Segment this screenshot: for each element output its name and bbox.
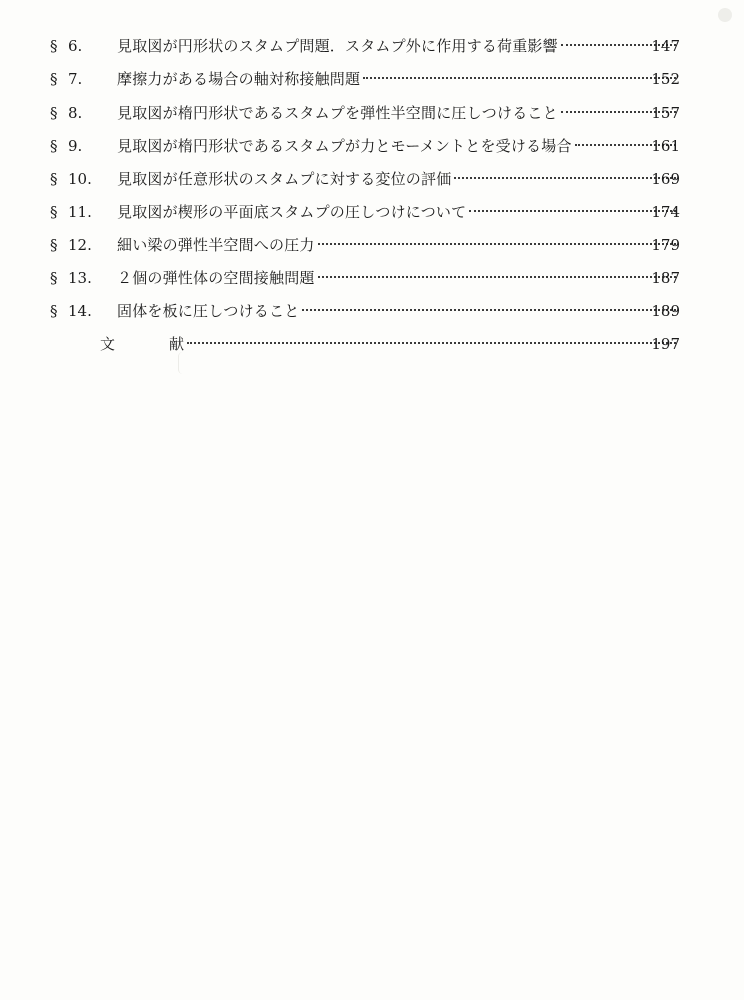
page-number: 179 — [651, 236, 680, 254]
page-number: 187 — [651, 269, 680, 287]
entry-title-wrap — [117, 30, 680, 62]
entry-title-wrap — [117, 163, 680, 195]
section-mark: § — [50, 104, 58, 122]
entry-title-wrap — [117, 130, 680, 162]
references-label-first: 文 — [100, 335, 116, 353]
section-number: 13. — [68, 269, 92, 287]
section-number: 6. — [68, 37, 83, 55]
section-number: 10. — [68, 170, 92, 188]
toc-entry-9[interactable] — [0, 130, 744, 162]
dot-leader — [187, 341, 676, 344]
entry-title-wrap — [117, 97, 680, 129]
page-number: 161 — [651, 137, 680, 155]
section-title: 摩擦力がある場合の軸対称接触問題 — [117, 70, 361, 88]
toc-entry-7[interactable] — [0, 63, 744, 95]
section-mark: § — [50, 236, 58, 254]
entry-title-wrap — [117, 262, 680, 294]
section-title: 見取図が円形状のスタムプ問題．スタムプ外に作用する荷重影響 — [117, 37, 558, 55]
section-number: 7. — [68, 70, 83, 88]
page-number: 174 — [651, 203, 680, 221]
section-title: 見取図が任意形状のスタムプに対する変位の評価 — [117, 170, 452, 188]
toc-entry-14[interactable] — [0, 295, 744, 327]
section-title: 見取図が楕円形状であるスタムプを弾性半空間に圧しつけること — [117, 104, 558, 122]
references-label-second: 献 — [168, 335, 184, 353]
section-mark: § — [50, 203, 58, 221]
toc-entry-12[interactable] — [0, 229, 744, 261]
section-number: 11. — [68, 203, 92, 221]
dot-leader — [363, 76, 676, 79]
section-title: 見取図が楔形の平面底スタムプの圧しつけについて — [117, 203, 467, 221]
section-title: 固体を板に圧しつけること — [117, 302, 300, 320]
page-number: 147 — [651, 37, 680, 55]
section-number: 8. — [68, 104, 83, 122]
page-number: 189 — [651, 302, 680, 320]
toc-entry-6[interactable] — [0, 30, 744, 62]
section-title: 見取図が楕円形状であるスタムプが力とモーメントとを受ける場合 — [117, 137, 572, 155]
section-mark: § — [50, 70, 58, 88]
section-number: 14. — [68, 302, 92, 320]
entry-title-wrap — [117, 196, 680, 228]
entry-title-wrap — [117, 229, 680, 261]
section-title: 細い梁の弾性半空間への圧力 — [117, 236, 315, 254]
section-mark: § — [50, 302, 58, 320]
section-mark: § — [50, 269, 58, 287]
section-number: 12. — [68, 236, 92, 254]
toc-entry-10[interactable] — [0, 163, 744, 195]
section-number: 9. — [68, 137, 83, 155]
toc-entry-references[interactable] — [0, 328, 744, 360]
dot-leader — [302, 308, 676, 311]
scan-blemish — [718, 8, 732, 22]
toc-entry-13[interactable] — [0, 262, 744, 294]
page-number: 169 — [651, 170, 680, 188]
page-number: 197 — [651, 335, 680, 353]
section-mark: § — [50, 37, 58, 55]
entry-title-wrap — [117, 295, 680, 327]
references-label — [100, 328, 184, 360]
section-title: ２個の弾性体の空間接触問題 — [117, 269, 315, 287]
dot-leader — [318, 275, 676, 278]
page-number: 152 — [651, 70, 680, 88]
dot-leader — [318, 242, 676, 245]
section-mark: § — [50, 170, 58, 188]
entry-title-wrap — [100, 328, 680, 360]
toc-entry-11[interactable] — [0, 196, 744, 228]
page-number: 157 — [651, 104, 680, 122]
toc-entry-8[interactable] — [0, 97, 744, 129]
section-mark: § — [50, 137, 58, 155]
entry-title-wrap — [117, 63, 680, 95]
faint-pencil-mark — [178, 352, 187, 374]
